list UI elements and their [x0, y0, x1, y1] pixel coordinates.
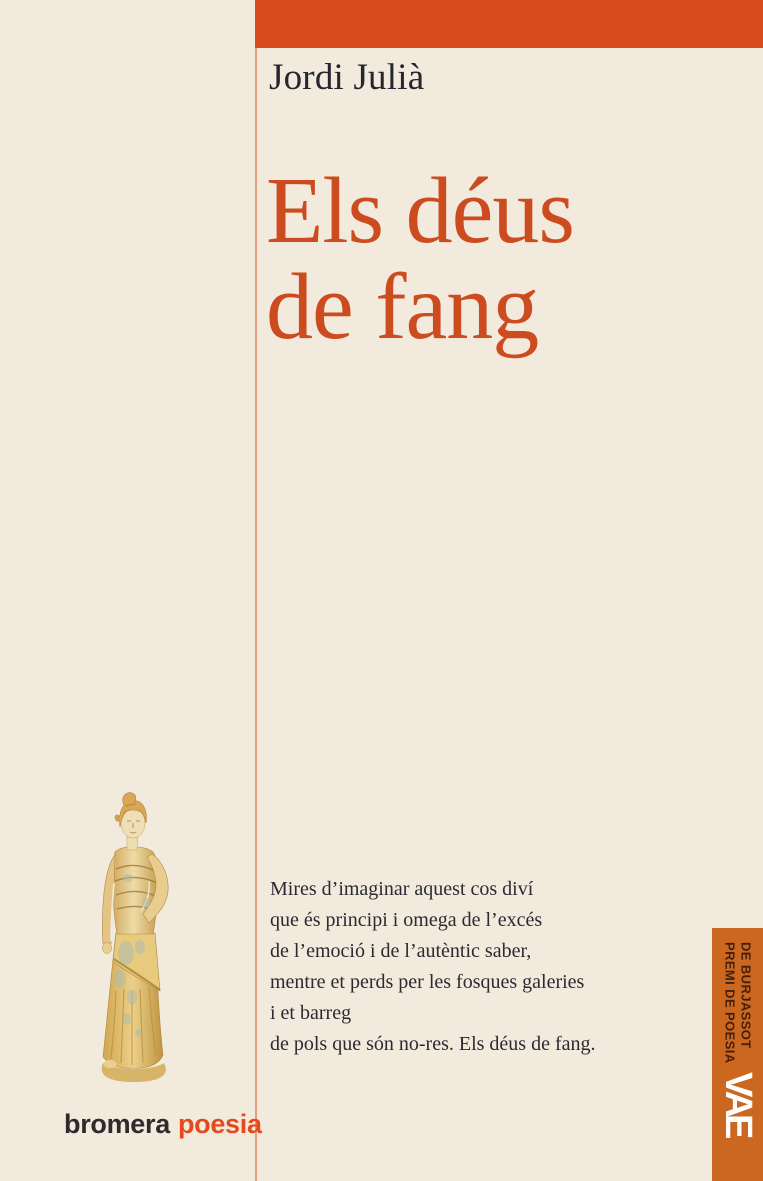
publisher-logo	[64, 1109, 262, 1140]
poem-line: mentre et perds per les fosques galeries	[270, 971, 585, 993]
poem-line: de pols que són no-res. Els déus de fang.	[270, 1033, 596, 1055]
poem-line: Mires d’imaginar aquest cos diví	[270, 878, 534, 900]
book-title	[266, 159, 574, 359]
tanagra-figurine-illustration	[70, 783, 200, 1091]
poem-line: que és principi i omega de l’excés	[270, 909, 543, 931]
award-ribbon	[712, 928, 763, 1181]
award-title-line-1: PREMI DE POESIA	[722, 942, 738, 1064]
title-line-2: de fang	[266, 255, 539, 359]
award-title	[722, 942, 754, 1064]
poem-line: i et barreg	[270, 1002, 352, 1024]
vertical-rule	[255, 48, 257, 1181]
poem-line: de l’emoció i de l’autèntic saber,	[270, 940, 532, 962]
title-line-1: Els déus	[266, 159, 574, 263]
top-accent-bar	[255, 0, 763, 48]
publisher-name: bromera	[64, 1109, 170, 1139]
author-name: Jordi Julià	[269, 57, 425, 98]
poem-excerpt	[270, 874, 596, 1060]
collection-name: poesia	[177, 1109, 262, 1139]
award-title-line-2: DE BURJASSOT	[738, 942, 754, 1049]
vae-logo: VAE	[717, 1072, 759, 1136]
statue-photo	[70, 783, 200, 1091]
